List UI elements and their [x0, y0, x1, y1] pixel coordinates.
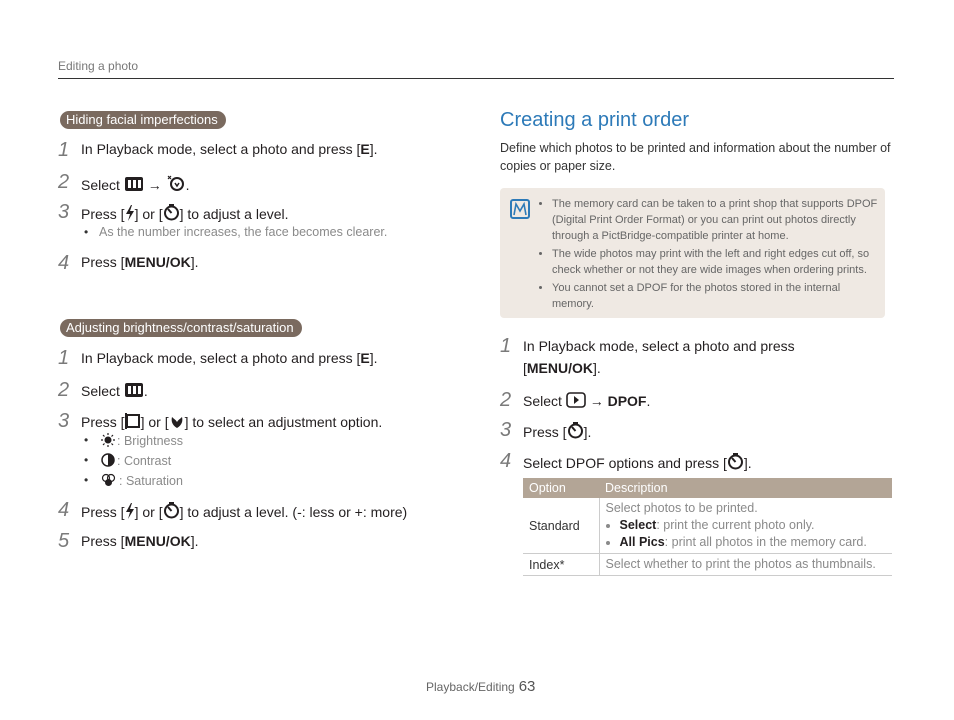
timer-icon: [567, 422, 584, 439]
bullet-icon: •: [84, 225, 89, 239]
step-number: 2: [500, 389, 512, 411]
flash-icon: [125, 503, 135, 519]
table-cell-option: Standard: [523, 498, 599, 554]
s1-step-2: Select → .: [81, 174, 189, 193]
description-text: Select photos to be printed.: [605, 501, 758, 515]
step-number: 4: [58, 252, 70, 274]
timer-icon: [163, 502, 180, 519]
running-header: Editing a photo: [58, 59, 139, 73]
contrast-icon: [99, 453, 117, 467]
flash-icon: [125, 205, 135, 221]
intro-text: Define which photos to be printed and information about the number of copies or paper size.: [500, 141, 891, 173]
step-number: 3: [58, 410, 70, 432]
table-header: Description: [599, 478, 892, 498]
menu-ok-key: MENU/OK: [124, 533, 191, 549]
edit-key: E: [360, 141, 370, 157]
step-number: 1: [500, 335, 512, 357]
section-heading-facial: Hiding facial imperfections: [60, 111, 226, 129]
s1-step-3-note: As the number increases, the face becomes clearer.: [99, 225, 388, 239]
r-step-1-line1: In Playback mode, select a photo and press: [523, 338, 795, 354]
description-bullets: [606, 517, 887, 551]
bullet-icon: •: [84, 433, 89, 447]
face-retouch-icon: [166, 174, 186, 192]
s2-step-5: Press [MENU/OK].: [81, 533, 199, 549]
menu-ok-key: MENU/OK: [124, 254, 191, 270]
table-cell-description: [599, 498, 892, 554]
photo-edit-icon: [124, 176, 144, 192]
s2-step-3: Press [ ] or [ ] to select an adjustment option.: [81, 414, 383, 430]
page-footer: [426, 678, 535, 695]
note-box: [500, 188, 885, 318]
section-heading-adjust: Adjusting brightness/contrast/saturation: [60, 319, 302, 337]
bullet-icon: •: [84, 473, 89, 487]
table-header: Option: [523, 478, 599, 498]
s1-step-4: Press [MENU/OK].: [81, 254, 199, 270]
r-step-3: Press [ ].: [523, 424, 592, 440]
edit-key: E: [360, 350, 370, 366]
s2-step-1: In Playback mode, select a photo and press [E].: [81, 350, 378, 366]
s1-step-1: In Playback mode, select a photo and press [E].: [81, 141, 378, 157]
step-number: 3: [500, 419, 512, 441]
option-brightness: : Brightness: [99, 433, 183, 448]
s1-step-3: Press [ ] or [ ] to adjust a level.: [81, 206, 289, 222]
bullet-icon: •: [84, 453, 89, 467]
option-contrast: : Contrast: [99, 453, 171, 468]
table-cell-option: Index*: [523, 554, 599, 576]
table-cell-description: Select whether to print the photos as thumbnails.: [599, 554, 892, 576]
table-row: [523, 554, 892, 576]
note-icon: [510, 199, 530, 219]
dpof-label: DPOF: [607, 393, 647, 409]
table-row: [523, 498, 892, 554]
step-number: 4: [58, 499, 70, 521]
note-item: • The memory card can be taken to a print shop that supports DPOF (Digital Print Order Format) or you can print out photos directly through a PictBridge-compatible printer at home.: [552, 196, 882, 244]
option-saturation: : Saturation: [99, 473, 183, 488]
page-title: Creating a print order: [500, 109, 689, 131]
step-number: 1: [58, 139, 70, 161]
note-item: • You cannot set a DPOF for the photos stored in the internal memory.: [552, 280, 882, 312]
r-step-4: Select DPOF options and press [ ].: [523, 455, 752, 471]
table-header-row: [523, 478, 892, 498]
page-number: 63: [518, 678, 536, 695]
header-rule: [58, 78, 894, 79]
play-icon: [566, 392, 586, 408]
r-step-2: Select → DPOF.: [523, 393, 651, 409]
step-number: 5: [58, 530, 70, 552]
step-number: 1: [58, 347, 70, 369]
step-number: 2: [58, 171, 70, 193]
display-icon: [125, 413, 141, 429]
step-number: 4: [500, 450, 512, 472]
r-step-1-line2: [MENU/OK].: [523, 360, 601, 376]
photo-edit-icon: [124, 382, 144, 398]
footer-label: Playback/Editing: [426, 680, 515, 694]
timer-icon: [163, 204, 180, 221]
note-list: [538, 196, 882, 314]
menu-ok-key: MENU/OK: [526, 360, 594, 376]
step-number: 3: [58, 201, 70, 223]
s2-step-4: Press [ ] or [ ] to adjust a level. (-: less or +: more): [81, 504, 408, 520]
s2-step-2: Select .: [81, 383, 148, 399]
dpof-options-table: [523, 478, 892, 576]
saturation-icon: [99, 473, 119, 487]
brightness-icon: [99, 433, 117, 447]
timer-icon: [727, 453, 744, 470]
description-bullet: • All Pics: print all photos in the memory card.: [620, 534, 887, 551]
description-bullet: • Select: print the current photo only.: [620, 517, 887, 534]
note-item: • The wide photos may print with the left and right edges cut off, so check whether or not they are wide images when ordering prints.: [552, 246, 882, 278]
step-number: 2: [58, 379, 70, 401]
macro-icon: [169, 413, 185, 429]
